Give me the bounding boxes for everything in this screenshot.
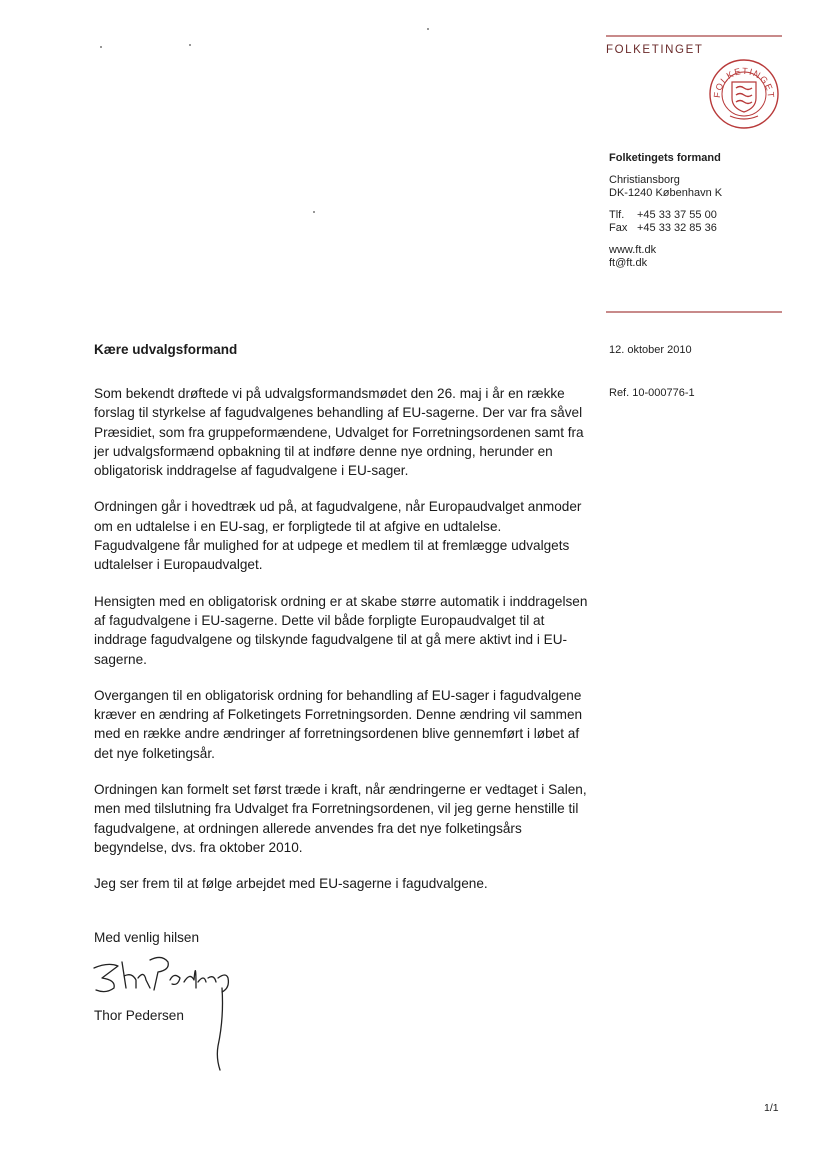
salutation: Kære udvalgsformand: [94, 342, 238, 357]
website-link[interactable]: www.ft.dk: [609, 244, 657, 256]
scan-speck: [427, 28, 429, 30]
paragraph: Overgangen til en obligatorisk ordning for behandling af EU-sager i fagudvalgene kræver en ændring af Folketingets Forretningsorden. Denne ændring vil sammen med en række andre ændringer af forretningsordenen blive gennemført i løbet af det nye folketingsår.: [94, 687, 583, 761]
paragraph: Jeg ser frem til at følge arbejdet med EU-sagerne i fagudvalgene.: [94, 876, 488, 892]
paragraph: Hensigten med en obligatorisk ordning er at skabe større automatik i inddragelsen af fagudvalgene i EU-sagerne. Dette vil både forpligte Europaudvalget til at inddrage fagudvalgene og tilskynde fagudvalgene til at gå mere aktivt ind i EU-sagerne.: [94, 593, 588, 667]
top-rule: [606, 35, 782, 37]
scan-speck: [100, 46, 102, 48]
phone-label: Tlf.: [609, 209, 625, 221]
crest-icon: [708, 58, 780, 130]
fax-number: +45 33 32 85 36: [637, 222, 717, 234]
fax-label: Fax: [609, 222, 628, 234]
seal-text: FOLKETINGET: [711, 65, 777, 100]
fax-row: [609, 222, 722, 235]
paragraph: Som bekendt drøftede vi på udvalgsformandsmødet den 26. maj i år en række forslag til styrkelse af fagudvalgenes behandling af EU-sagerne. Der var fra såvel Præsidiet, som fra gruppeformændene, Udvalget for Forretningsordenen samt fra jer udvalgsformænd opbakning til at indføre denne nye ordning, herunder en obligatorisk inddragelse af fagudvalgene i EU-sager.: [94, 386, 584, 479]
page-number: 1/1: [764, 1102, 779, 1114]
organization-name: FOLKETINGET: [606, 44, 704, 56]
address-line-2: DK-1240 København K: [609, 187, 723, 199]
scan-speck: [189, 44, 191, 46]
sender-title: Folketingets formand: [609, 152, 721, 164]
paragraph: Ordningen går i hovedtræk ud på, at fagudvalgene, når Europaudvalget anmoder om en udtalelse i en EU-sag, er forpligtede til at afgive en udtalelse. Fagudvalgene får mulighed for at udpege et medlem til at fremlægge udvalgets udtalelser i Europaudvalget.: [94, 499, 582, 573]
phone-row: [609, 209, 722, 222]
address-line-1: Christiansborg: [609, 174, 680, 186]
letter-body: [94, 384, 588, 911]
signer-name: Thor Pedersen: [94, 1008, 184, 1023]
reference-number: Ref. 10-000776-1: [609, 387, 695, 399]
divider-rule: [606, 311, 782, 313]
phone-number: +45 33 37 55 00: [637, 209, 717, 221]
sender-block: [609, 152, 722, 270]
letter-date: 12. oktober 2010: [609, 344, 692, 356]
paragraph: Ordningen kan formelt set først træde i kraft, når ændringerne er vedtaget i Salen, men med tilslutning fra Udvalget fra Forretningsordenen, vil jeg gerne henstille til fagudvalgene, at ordningen allerede anvendes fra det nye folketingsårs begyndelse, dvs. fra oktober 2010.: [94, 782, 587, 855]
scan-speck: [313, 211, 315, 213]
closing: Med venlig hilsen: [94, 930, 200, 945]
email-link[interactable]: ft@ft.dk: [609, 257, 648, 269]
